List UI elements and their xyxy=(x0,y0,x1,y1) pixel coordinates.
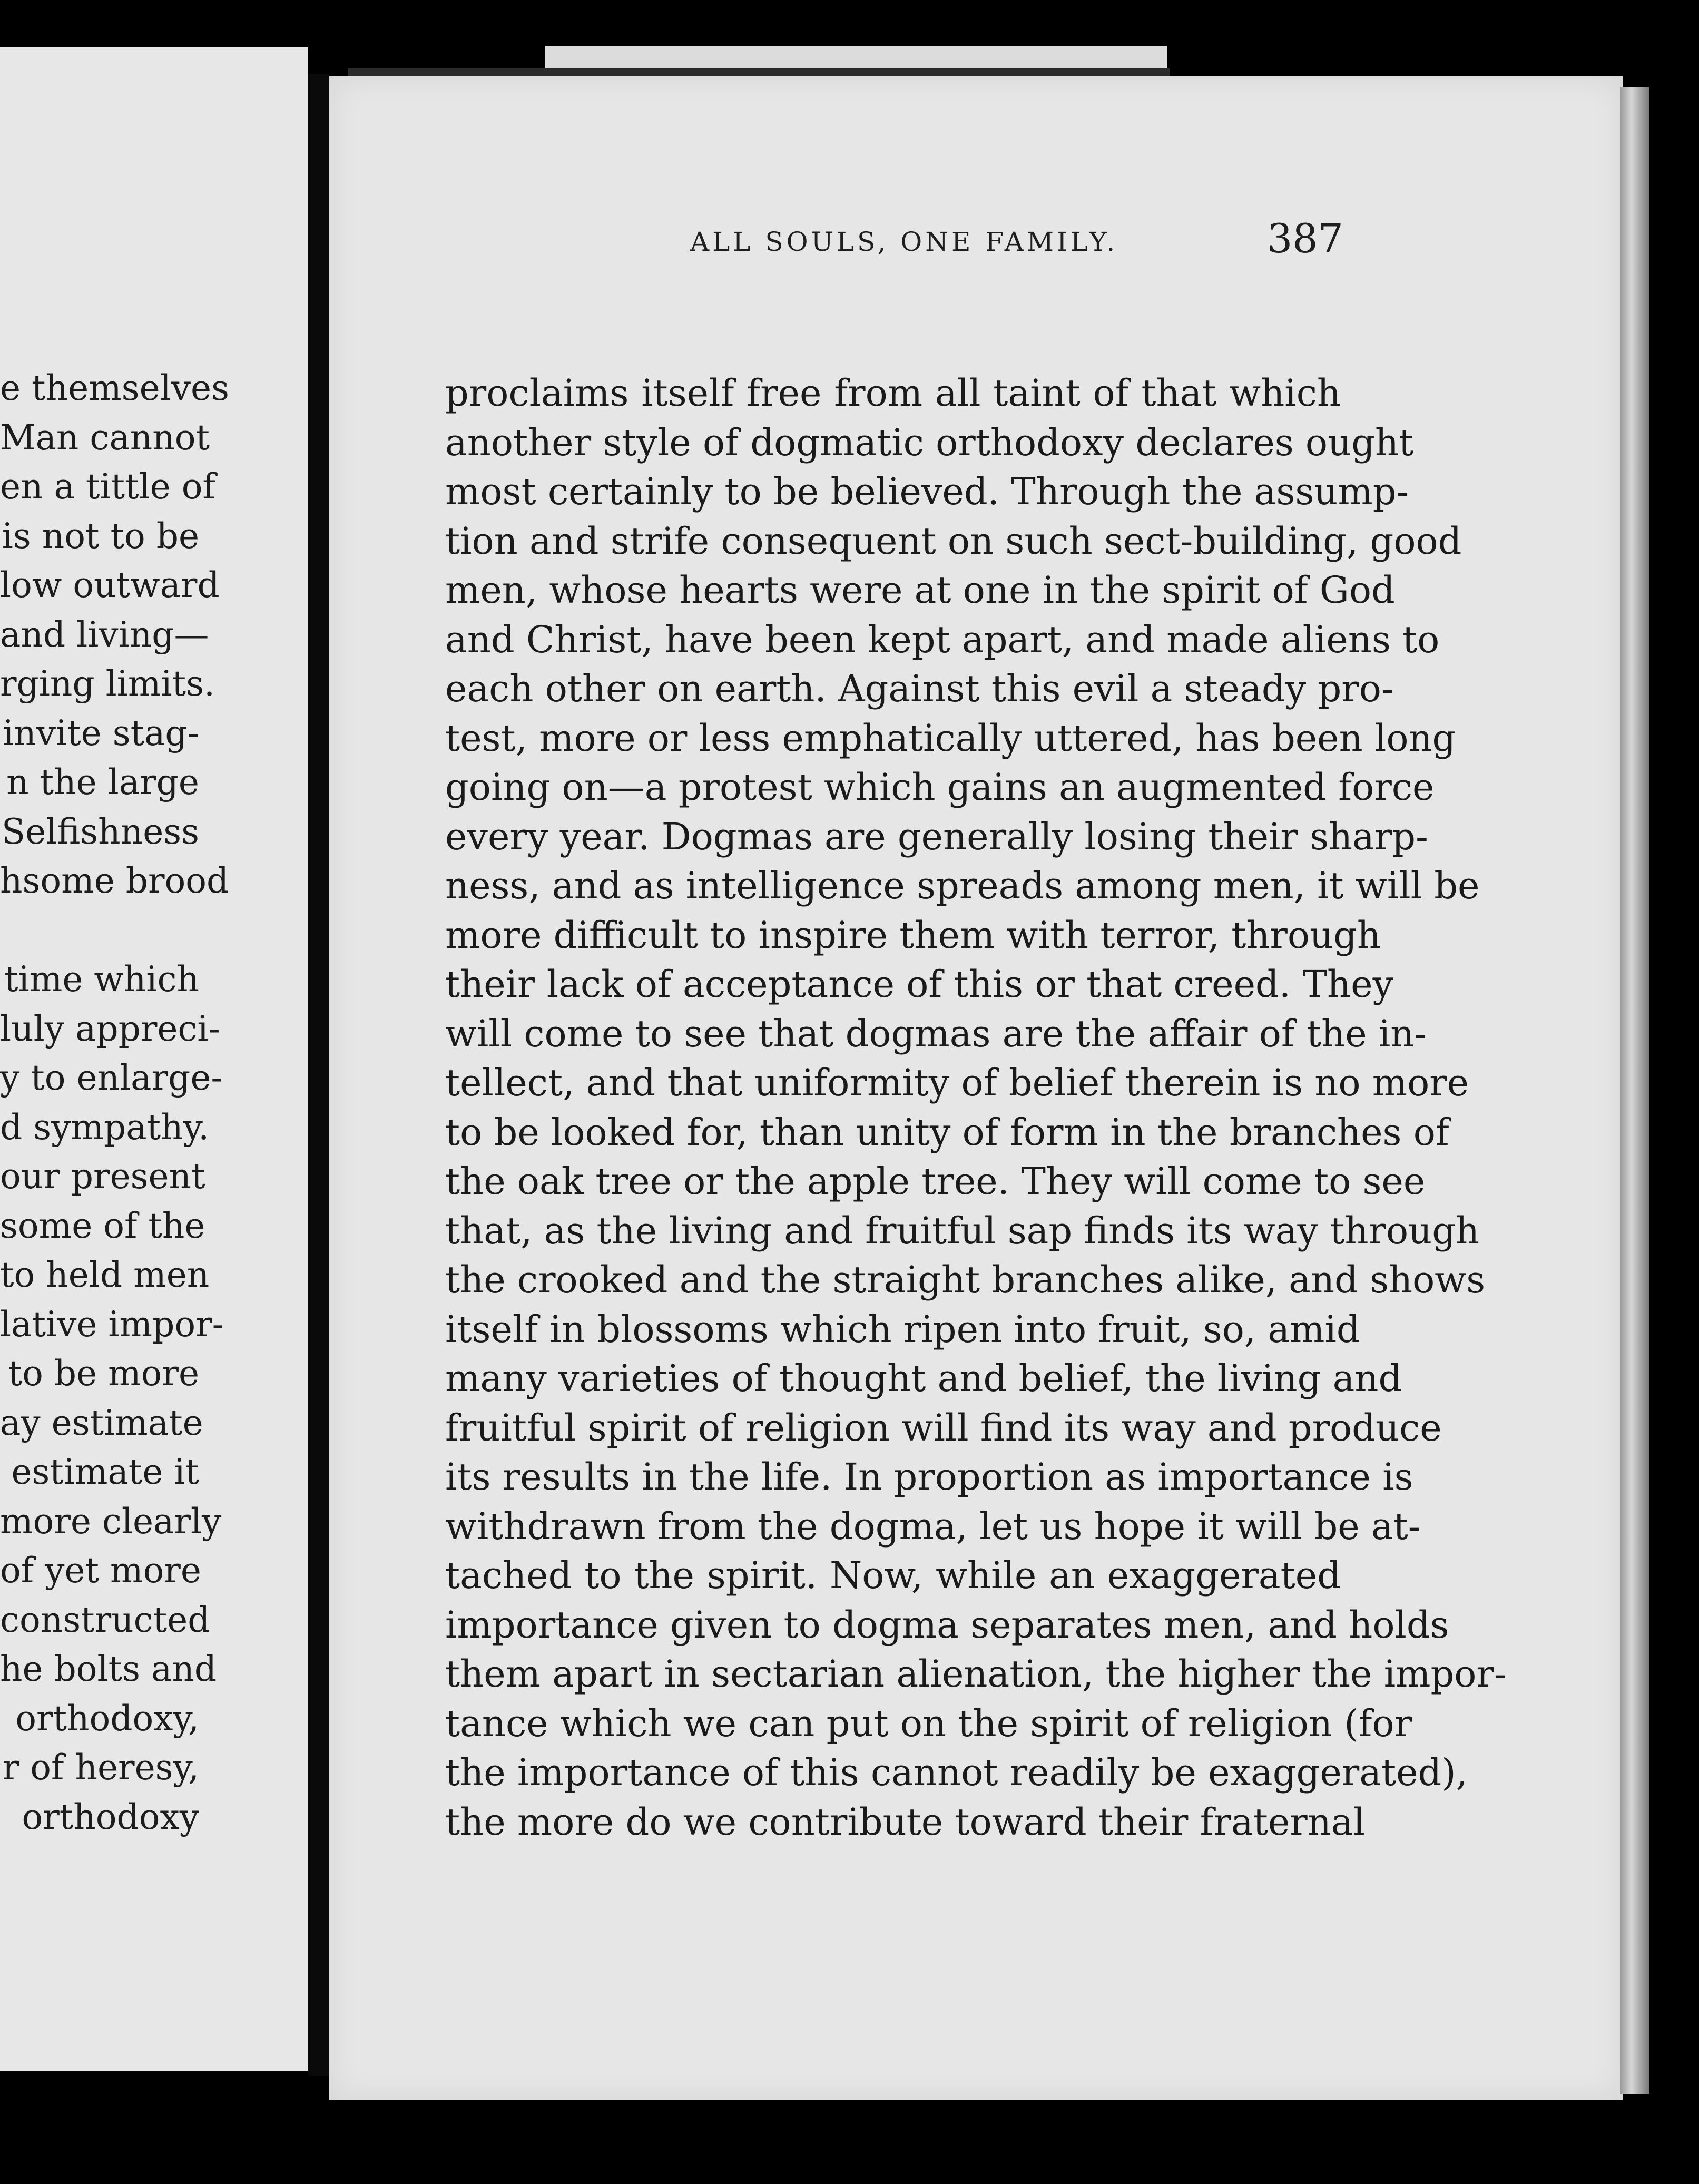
left-page-line: to be more xyxy=(8,1353,199,1394)
left-page-line: of yet more xyxy=(0,1550,201,1591)
body-line: their lack of acceptance of this or that creed. They xyxy=(445,963,1394,1006)
body-line: will come to see that dogmas are the affair of the in- xyxy=(445,1012,1427,1055)
book-gutter xyxy=(308,74,329,2076)
left-page-line: rging limits. xyxy=(0,663,215,704)
body-line: tion and strife consequent on such sect-building, good xyxy=(445,519,1462,563)
left-page-line: and living— xyxy=(0,614,209,655)
left-page-line: some of the xyxy=(0,1205,205,1246)
body-line: tance which we can put on the spirit of religion (for xyxy=(445,1701,1412,1745)
left-page-line: estimate it xyxy=(11,1452,199,1492)
body-line: another style of dogmatic orthodoxy declares ought xyxy=(445,420,1414,464)
left-page-line: e themselves xyxy=(0,368,229,408)
left-page-line: he bolts and xyxy=(0,1649,217,1689)
left-page-line: d sympathy. xyxy=(0,1106,210,1148)
left-facing-page xyxy=(0,47,308,2071)
page-edge-shadow xyxy=(1620,87,1649,2094)
body-line: the more do we contribute toward their fraternal xyxy=(445,1800,1365,1844)
left-page-line: orthodoxy xyxy=(22,1796,199,1837)
body-line: that, as the living and fruitful sap finds its way through xyxy=(445,1209,1480,1252)
left-page-line: invite stag- xyxy=(3,712,199,753)
body-line: fruitful spirit of religion will find its way and produce xyxy=(445,1406,1442,1450)
body-line: its results in the life. In proportion as importance is xyxy=(445,1455,1413,1499)
body-line: men, whose hearts were at one in the spirit of God xyxy=(445,569,1395,612)
body-line: test, more or less emphatically uttered, has been long xyxy=(445,716,1456,760)
body-line: more difficult to inspire them with terror, through xyxy=(445,913,1381,957)
left-page-line: orthodoxy, xyxy=(15,1698,199,1739)
left-page-line: n the large xyxy=(6,762,199,802)
left-page-line: luly appreci- xyxy=(0,1008,220,1049)
body-line: them apart in sectarian alienation, the higher the impor- xyxy=(445,1652,1507,1696)
left-page-line xyxy=(0,906,199,955)
body-text xyxy=(445,369,1507,1847)
left-page-line: is not to be xyxy=(2,515,199,556)
body-line: importance given to dogma separates men, and holds xyxy=(445,1603,1449,1647)
left-page-line: hsome brood xyxy=(0,860,229,901)
left-page-line: constructed xyxy=(0,1599,210,1640)
body-line: and Christ, have been kept apart, and made aliens to xyxy=(445,618,1440,661)
left-page-line: more clearly xyxy=(0,1501,222,1542)
body-line: each other on earth. Against this evil a steady pro- xyxy=(445,667,1394,710)
running-title: ALL SOULS, ONE FAMILY. xyxy=(690,227,1118,257)
body-line: every year. Dogmas are generally losing their sharp- xyxy=(445,815,1428,858)
left-page-line: Selfishness xyxy=(1,811,199,852)
page-number: 387 xyxy=(1266,215,1343,262)
left-page-line: Man cannot xyxy=(0,417,210,458)
body-line: going on—a protest which gains an augmented force xyxy=(445,766,1435,809)
body-line: ness, and as intelligence spreads among men, it will be xyxy=(445,864,1480,907)
body-line: most certainly to be believed. Through the assump- xyxy=(445,470,1409,513)
left-page-line: our present xyxy=(0,1156,205,1197)
left-page-line: y to enlarge- xyxy=(0,1057,223,1098)
left-page-line: time which xyxy=(4,959,199,1000)
body-line: withdrawn from the dogma, let us hope it will be at- xyxy=(445,1504,1421,1548)
left-page-line: en a tittle of xyxy=(0,466,215,507)
body-line: the crooked and the straight branches alike, and shows xyxy=(445,1258,1486,1301)
left-page-line: ay estimate xyxy=(0,1402,203,1443)
body-line: many varieties of thought and belief, the living and xyxy=(445,1357,1402,1400)
left-page-line: lative impor- xyxy=(0,1304,224,1345)
body-line: the importance of this cannot readily be exaggerated), xyxy=(445,1751,1468,1794)
body-line: to be looked for, than unity of form in the branches of xyxy=(445,1110,1449,1154)
left-page-line: r of heresy, xyxy=(2,1747,199,1788)
body-line: proclaims itself free from all taint of that which xyxy=(445,371,1341,415)
page-header xyxy=(364,211,1343,274)
body-line: the oak tree or the apple tree. They will come to see xyxy=(445,1160,1426,1203)
left-page-line: to held men xyxy=(0,1255,210,1295)
body-line: itself in blossoms which ripen into fruit, so, amid xyxy=(445,1307,1360,1351)
body-line: tached to the spirit. Now, while an exaggerated xyxy=(445,1554,1341,1597)
body-line: tellect, and that uniformity of belief therein is no more xyxy=(445,1061,1469,1104)
left-page-text xyxy=(0,364,229,1842)
left-page-line: low outward xyxy=(0,565,220,605)
